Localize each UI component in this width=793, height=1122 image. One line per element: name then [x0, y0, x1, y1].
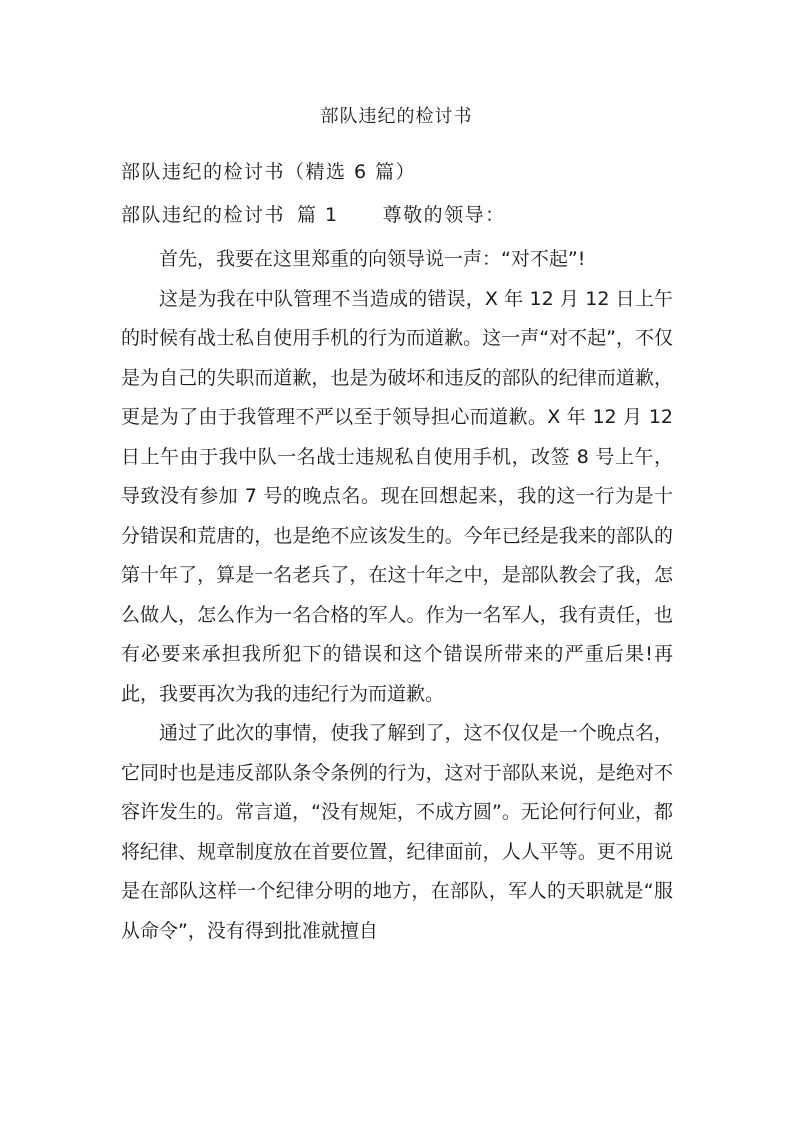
document-subtitle: 部队违纪的检讨书（精选 6 篇）: [121, 161, 417, 183]
salutation: 尊敬的领导：: [382, 204, 506, 226]
section-heading: 部队违纪的检讨书: [121, 204, 286, 226]
document-body: [121, 240, 673, 951]
section-number: 篇 1: [297, 204, 339, 226]
paragraph-3: 通过了此次的事情，使我了解到了，这不仅仅是一个晚点名，它同时也是违反部队条令条例的行为，这对于部队来说，是绝对不容许发生的。常言道，“没有规矩，不成方圆”。无论何行何业，都将纪律、规章制度放在首要位置，纪律面前，人人平等。更不用说是在部队这样一个纪律分明的地方，在部队，军人的天职就是“服从命令”，没有得到批准就擅自: [121, 722, 673, 942]
section-heading-line: [121, 201, 506, 229]
paragraph-2: 这是为我在中队管理不当造成的错误，X 年 12 月 12 日上午的时候有战士私自使用手机的行为而道歉。这一声“对不起”，不仅是为自己的失职而道歉，也是为破坏和违反的部队的纪律而道歉，更是为了由于我管理不严以至于领导担心而道歉。X 年 12 月 12 日上午由于我中队一名战士违规私自使用手机，改签 8 号上午，导致没有参加 7 号的晚点名。现在回想起来，我的这一行为是十分错误和荒唐的，也是绝不应该发生的。今年已经是我来的部队的第十年了，算是一名老兵了，在这十年之中，是部队教会了我，怎么做人，怎么作为一名合格的军人。作为一名军人，我有责任，也有必要来承担我所犯下的错误和这个错误所带来的严重后果!再此，我要再次为我的违纪行为而道歉。: [121, 287, 673, 705]
document-title: 部队违纪的检讨书: [320, 106, 473, 127]
paragraph-1: 首先，我要在这里郑重的向领导说一声：“对不起”!: [159, 248, 586, 270]
